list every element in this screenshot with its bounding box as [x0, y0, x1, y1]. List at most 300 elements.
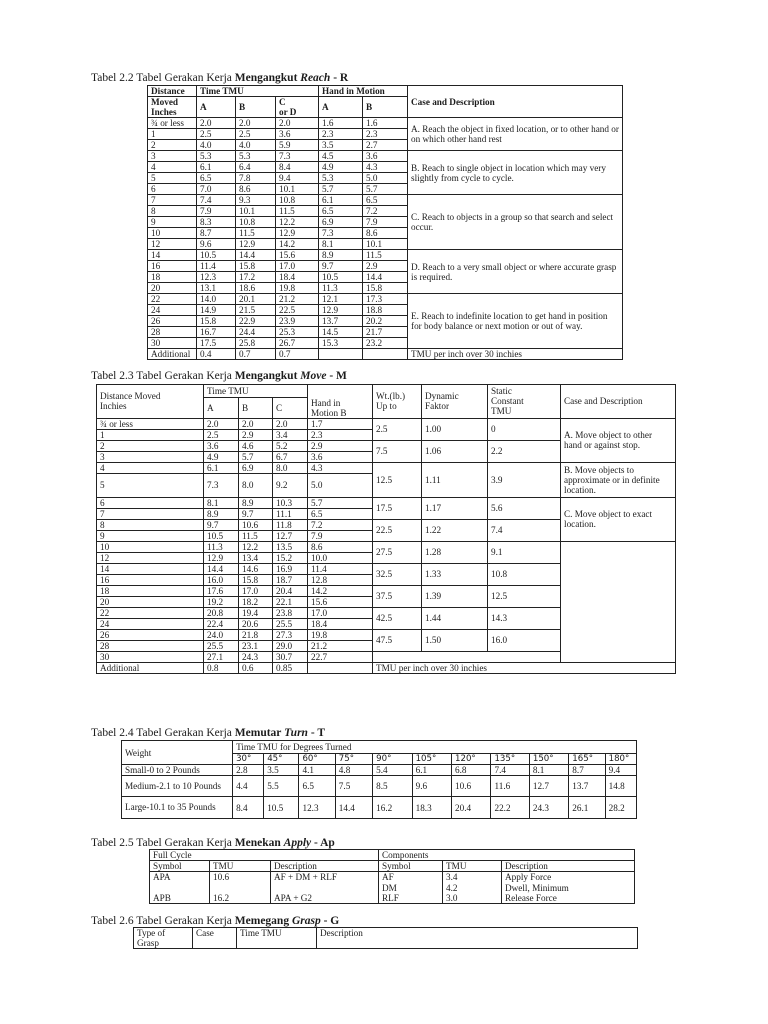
- table-row: [148, 118, 623, 129]
- col-header-hand-b: B: [363, 97, 408, 118]
- value-cell: 16.7: [197, 327, 236, 338]
- case-blank: [561, 541, 676, 662]
- value-cell: 9.4: [276, 173, 319, 184]
- distance-cell: 10: [148, 228, 197, 239]
- col-header-time-tmu: Time TMU: [197, 86, 319, 97]
- value-cell: 14.9: [197, 305, 236, 316]
- value-cell: 2.3: [363, 129, 408, 140]
- distance-cell: ¾ or less: [97, 418, 204, 429]
- value-cell: 3.6: [308, 451, 373, 462]
- value-cell: 12.9: [276, 228, 319, 239]
- value-cell: 10.3: [273, 497, 308, 508]
- col-header-weight: Wt.(lb.) Up to: [373, 385, 422, 419]
- col-header-components: Components: [379, 850, 635, 861]
- value-cell: 8.1: [319, 239, 363, 250]
- value-cell: 8.0: [239, 473, 273, 497]
- distance-cell: 26: [148, 316, 197, 327]
- col-header-hand-in-motion: Hand in Motion: [319, 86, 408, 97]
- value-cell: 12.2: [239, 541, 273, 552]
- case-d: D. Reach to a very small object or where accurate grasp is required.: [408, 250, 623, 294]
- value-cell: 16.9: [273, 563, 308, 574]
- apb-description: APA + G2: [271, 893, 379, 904]
- value-cell: 14.4: [363, 272, 408, 283]
- distance-cell: Additional: [148, 349, 197, 360]
- distance-cell: 12: [97, 552, 204, 563]
- tmu-note: TMU per inch over 30 inchies: [373, 662, 676, 673]
- value-cell: 26.1: [569, 797, 605, 819]
- distance-cell: 20: [97, 596, 204, 607]
- distance-cell: Additional: [97, 662, 204, 673]
- col-header-dynamic: Dynamic Faktor: [422, 385, 488, 419]
- table-row: [148, 250, 623, 261]
- distance-cell: 7: [148, 195, 197, 206]
- dynamic-factor-cell: 1.50: [422, 629, 488, 651]
- distance-cell: 1: [97, 429, 204, 440]
- value-cell: 22.7: [308, 651, 373, 662]
- value-cell: 1.6: [363, 118, 408, 129]
- col-header-static: Static Constant TMU: [488, 385, 561, 419]
- static-constant-cell: 12.5: [488, 585, 561, 607]
- weight-cell: 22.5: [373, 519, 422, 541]
- value-cell: 15.8: [239, 574, 273, 585]
- degree-header: 75°: [335, 754, 372, 765]
- distance-cell: 5: [148, 173, 197, 184]
- value-cell: 5.5: [264, 776, 299, 797]
- value-cell: 12.7: [273, 530, 308, 541]
- value-cell: 7.3: [276, 151, 319, 162]
- weight-cell: 7.5: [373, 440, 422, 462]
- table-row: [148, 349, 623, 360]
- value-cell: 8.7: [197, 228, 236, 239]
- value-cell: 17.6: [204, 585, 239, 596]
- distance-cell: 28: [148, 327, 197, 338]
- value-cell: 11.8: [273, 519, 308, 530]
- distance-cell: 20: [148, 283, 197, 294]
- value-cell: 20.4: [273, 585, 308, 596]
- value-cell: 17.5: [197, 338, 236, 349]
- col-header-c-or-d: C or D: [276, 97, 319, 118]
- value-cell: 1.6: [319, 118, 363, 129]
- value-cell: 7.2: [308, 519, 373, 530]
- value-cell: 2.3: [308, 429, 373, 440]
- value-cell: 2.3: [319, 129, 363, 140]
- degree-header: 45°: [264, 754, 299, 765]
- value-cell: 5.2: [273, 440, 308, 451]
- value-cell: 14.4: [335, 797, 372, 819]
- col-header-full-cycle: Full Cycle: [150, 850, 379, 861]
- col-header-time-degrees: Time TMU for Degrees Turned: [233, 741, 637, 754]
- value-cell: 5.7: [239, 451, 273, 462]
- value-cell: 5.7: [319, 184, 363, 195]
- value-cell: 12.9: [236, 239, 276, 250]
- distance-cell: 5: [97, 473, 204, 497]
- col-header-symbol: Symbol: [150, 861, 210, 872]
- value-cell: 21.2: [276, 294, 319, 305]
- col-header-distance: Distance: [148, 86, 197, 97]
- value-cell: 3.5: [319, 140, 363, 151]
- distance-cell: 3: [97, 451, 204, 462]
- degree-header: 165°: [569, 754, 605, 765]
- value-cell: 18.6: [236, 283, 276, 294]
- value-cell: 5.7: [308, 497, 373, 508]
- degree-header: 150°: [529, 754, 568, 765]
- value-cell: 8.9: [239, 497, 273, 508]
- value-cell: 8.9: [319, 250, 363, 261]
- table-row: [122, 765, 637, 776]
- value-cell: 0.7: [236, 349, 276, 360]
- value-cell: 2.5: [236, 129, 276, 140]
- dynamic-factor-cell: 1.28: [422, 541, 488, 563]
- col-header-component-symbol: Symbol: [379, 861, 443, 872]
- value-cell: 19.4: [239, 607, 273, 618]
- value-cell: 10.1: [236, 206, 276, 217]
- apb-symbol: APB: [150, 893, 210, 904]
- value-cell: 6.5: [319, 206, 363, 217]
- value-cell: 18.7: [273, 574, 308, 585]
- case-b: B. Move objects to approximate or in definite location.: [561, 462, 676, 497]
- value-cell: 11.3: [319, 283, 363, 294]
- component-tmu: 3.0: [443, 893, 502, 904]
- value-cell: 17.2: [236, 272, 276, 283]
- col-header-b: B: [239, 398, 273, 419]
- value-cell: 4.4: [233, 776, 264, 797]
- value-cell: 6.1: [319, 195, 363, 206]
- case-a: A. Move object to other hand or against stop.: [561, 418, 676, 462]
- value-cell: 12.1: [319, 294, 363, 305]
- value-cell: 4.6: [239, 440, 273, 451]
- value-cell: 11.1: [273, 508, 308, 519]
- value-cell: 7.4: [197, 195, 236, 206]
- dynamic-factor-cell: 1.11: [422, 462, 488, 497]
- value-cell: 5.0: [363, 173, 408, 184]
- case-c: C. Move object to exact location.: [561, 497, 676, 541]
- value-cell: 2.5: [197, 129, 236, 140]
- value-cell: 6.4: [236, 162, 276, 173]
- value-cell: 28.2: [605, 797, 636, 819]
- static-constant-cell: 2.2: [488, 440, 561, 462]
- value-cell: 18.8: [363, 305, 408, 316]
- value-cell: 14.4: [204, 563, 239, 574]
- value-cell: 8.6: [308, 541, 373, 552]
- value-cell: 15.6: [308, 596, 373, 607]
- dynamic-factor-cell: 1.06: [422, 440, 488, 462]
- value-cell: 5.9: [276, 140, 319, 151]
- value-cell: 6.5: [197, 173, 236, 184]
- value-cell: 4.5: [319, 151, 363, 162]
- static-constant-cell: 14.3: [488, 607, 561, 629]
- component-symbol: RLF: [379, 893, 443, 904]
- value-cell: 25.5: [204, 640, 239, 651]
- value-cell: 22.4: [204, 618, 239, 629]
- value-cell: 3.4: [273, 429, 308, 440]
- value-cell: 19.8: [276, 283, 319, 294]
- distance-cell: 30: [97, 651, 204, 662]
- value-cell: 17.0: [276, 261, 319, 272]
- distance-cell: 8: [97, 519, 204, 530]
- col-header-component-tmu: TMU: [443, 861, 502, 872]
- component-description: Dwell, Minimum: [502, 883, 635, 893]
- value-cell: 12.2: [276, 217, 319, 228]
- value-cell: 8.1: [529, 765, 568, 776]
- value-cell: 18.4: [308, 618, 373, 629]
- distance-cell: 4: [148, 162, 197, 173]
- value-cell: 8.7: [569, 765, 605, 776]
- value-cell: 2.0: [273, 418, 308, 429]
- value-cell: 6.9: [319, 217, 363, 228]
- value-cell: 7.2: [363, 206, 408, 217]
- value-cell: 11.5: [239, 530, 273, 541]
- table-row: [148, 294, 623, 305]
- apa-tmu: 10.6: [210, 872, 271, 893]
- value-cell: 10.8: [236, 217, 276, 228]
- value-cell: 9.6: [412, 776, 451, 797]
- value-cell: 6.5: [299, 776, 335, 797]
- table-2-3-move: [96, 384, 676, 674]
- weight-cell: 12.5: [373, 462, 422, 497]
- value-cell: 10.8: [276, 195, 319, 206]
- value-cell: 25.5: [273, 618, 308, 629]
- value-cell: 6.7: [273, 451, 308, 462]
- degree-header: 180°: [605, 754, 636, 765]
- distance-cell: 30: [148, 338, 197, 349]
- value-cell: 10.1: [363, 239, 408, 250]
- distance-cell: 10: [97, 541, 204, 552]
- weight-cell: 32.5: [373, 563, 422, 585]
- table-row: [148, 151, 623, 162]
- col-header-hand-blank: [308, 385, 373, 398]
- weight-label: Large-10.1 to 35 Pounds: [122, 797, 233, 819]
- static-constant-cell: 5.6: [488, 497, 561, 519]
- distance-cell: 7: [97, 508, 204, 519]
- value-cell: 6.5: [308, 508, 373, 519]
- value-cell: 9.3: [236, 195, 276, 206]
- value-cell: 20.2: [363, 316, 408, 327]
- value-cell: 13.5: [273, 541, 308, 552]
- value-cell: 14.5: [319, 327, 363, 338]
- value-cell: 23.9: [276, 316, 319, 327]
- value-cell: 10.0: [308, 552, 373, 563]
- col-header-distance-moved: Distance Moved Inchies: [97, 385, 204, 419]
- table-2-6-caption: Tabel 2.6 Tabel Gerakan Kerja Memegang Grasp - G: [91, 915, 340, 927]
- value-cell: 21.2: [308, 640, 373, 651]
- value-cell: 13.4: [239, 552, 273, 563]
- col-header-component-description: Description: [502, 861, 635, 872]
- value-cell: 2.0: [197, 118, 236, 129]
- value-cell: 29.0: [273, 640, 308, 651]
- distance-cell: 18: [148, 272, 197, 283]
- value-cell: 4.1: [299, 765, 335, 776]
- value-cell: 3.5: [264, 765, 299, 776]
- table-row: [122, 797, 637, 819]
- value-cell: 21.5: [236, 305, 276, 316]
- value-cell: 2.0: [204, 418, 239, 429]
- value-cell: 25.8: [236, 338, 276, 349]
- col-header-description: Description: [317, 928, 638, 949]
- value-cell: 14.2: [308, 585, 373, 596]
- value-cell: 6.9: [239, 462, 273, 473]
- value-cell: 20.1: [236, 294, 276, 305]
- col-header-weight: Weight: [122, 741, 233, 765]
- dynamic-factor-cell: 1.39: [422, 585, 488, 607]
- value-cell: 22.1: [273, 596, 308, 607]
- value-cell: 23.2: [363, 338, 408, 349]
- value-cell: 12.3: [299, 797, 335, 819]
- value-cell: 14.0: [197, 294, 236, 305]
- col-header-description: Description: [271, 861, 379, 872]
- distance-cell: 4: [97, 462, 204, 473]
- dynamic-factor-cell: 1.22: [422, 519, 488, 541]
- dynamic-factor-cell: 1.17: [422, 497, 488, 519]
- table-2-3-caption: Tabel 2.3 Tabel Gerakan Kerja Mengangkut Move - M: [91, 370, 347, 382]
- distance-cell: 14: [148, 250, 197, 261]
- value-cell: 6.1: [412, 765, 451, 776]
- table-2-2-reach: [147, 85, 623, 360]
- value-cell: 2.9: [363, 261, 408, 272]
- dynamic-factor-cell: 1.00: [422, 418, 488, 440]
- value-cell: 17.0: [239, 585, 273, 596]
- value-cell: 10.5: [204, 530, 239, 541]
- value-cell: 9.7: [239, 508, 273, 519]
- value-cell: 11.5: [276, 206, 319, 217]
- value-cell: 8.6: [363, 228, 408, 239]
- value-cell: 23.1: [239, 640, 273, 651]
- distance-cell: 6: [97, 497, 204, 508]
- weight-label: Medium-2.1 to 10 Pounds: [122, 776, 233, 797]
- value-cell: 15.6: [276, 250, 319, 261]
- value-cell: 7.9: [363, 217, 408, 228]
- value-cell: 11.4: [197, 261, 236, 272]
- weight-cell: 17.5: [373, 497, 422, 519]
- col-header-case-description: Case and Description: [561, 385, 676, 419]
- value-cell: 12.9: [204, 552, 239, 563]
- value-cell: 14.2: [276, 239, 319, 250]
- value-cell: 14.4: [236, 250, 276, 261]
- distance-cell: 26: [97, 629, 204, 640]
- value-cell: 15.8: [197, 316, 236, 327]
- value-cell: 18.4: [276, 272, 319, 283]
- value-cell: 13.7: [569, 776, 605, 797]
- table-2-4-turn: [121, 740, 637, 819]
- table-row: [97, 662, 676, 673]
- value-cell: [363, 349, 408, 360]
- value-cell: 3.6: [363, 151, 408, 162]
- value-cell: 16.0: [204, 574, 239, 585]
- value-cell: 24.0: [204, 629, 239, 640]
- distance-cell: 12: [148, 239, 197, 250]
- value-cell: 10.5: [197, 250, 236, 261]
- value-cell: 5.7: [363, 184, 408, 195]
- value-cell: 22.9: [236, 316, 276, 327]
- value-cell: 8.9: [204, 508, 239, 519]
- value-cell: 16.2: [373, 797, 412, 819]
- case-e: E. Reach to indefinite location to get hand in position for body balance or next motion or out of way.: [408, 294, 623, 349]
- distance-cell: ¾ or less: [148, 118, 197, 129]
- value-cell: 7.3: [204, 473, 239, 497]
- value-cell: 8.4: [233, 797, 264, 819]
- value-cell: 4.3: [363, 162, 408, 173]
- value-cell: 9.7: [319, 261, 363, 272]
- value-cell: 11.6: [491, 776, 529, 797]
- value-cell: 1.7: [308, 418, 373, 429]
- value-cell: 10.1: [276, 184, 319, 195]
- distance-cell: 16: [148, 261, 197, 272]
- distance-cell: 8: [148, 206, 197, 217]
- value-cell: 2.7: [363, 140, 408, 151]
- value-cell: 21.7: [363, 327, 408, 338]
- distance-cell: 9: [148, 217, 197, 228]
- value-cell: 8.4: [276, 162, 319, 173]
- value-cell: 4.3: [308, 462, 373, 473]
- value-cell: 9.2: [273, 473, 308, 497]
- component-tmu: 3.4: [443, 872, 502, 883]
- value-cell: 0.85: [273, 662, 308, 673]
- value-cell: 5.3: [236, 151, 276, 162]
- col-header-a: A: [197, 97, 236, 118]
- degree-header: 135°: [491, 754, 529, 765]
- component-description: Apply Force: [502, 872, 635, 883]
- value-cell: 23.8: [273, 607, 308, 618]
- distance-cell: 6: [148, 184, 197, 195]
- weight-label: Small-0 to 2 Pounds: [122, 765, 233, 776]
- value-cell: 30.7: [273, 651, 308, 662]
- distance-cell: 24: [148, 305, 197, 316]
- table-row: [97, 497, 676, 508]
- value-cell: 5.4: [373, 765, 412, 776]
- weight-cell: 37.5: [373, 585, 422, 607]
- value-cell: 14.8: [605, 776, 636, 797]
- distance-cell: 16: [97, 574, 204, 585]
- distance-cell: 2: [97, 440, 204, 451]
- col-header-b: B: [236, 97, 276, 118]
- value-cell: 10.5: [264, 797, 299, 819]
- value-cell: 4.0: [197, 140, 236, 151]
- value-cell: 15.8: [363, 283, 408, 294]
- value-cell: 12.9: [319, 305, 363, 316]
- value-cell: 7.8: [236, 173, 276, 184]
- distance-cell: 22: [148, 294, 197, 305]
- value-cell: 20.8: [204, 607, 239, 618]
- apb-tmu: 16.2: [210, 893, 271, 904]
- table-2-4-caption: Tabel 2.4 Tabel Gerakan Kerja Memutar Turn - T: [91, 727, 325, 739]
- value-cell: 8.5: [373, 776, 412, 797]
- weight-cell: 42.5: [373, 607, 422, 629]
- table-2-6-grasp: [133, 927, 638, 949]
- value-cell: 10.6: [452, 776, 491, 797]
- value-cell: 0.8: [204, 662, 239, 673]
- value-cell: 10.6: [239, 519, 273, 530]
- value-cell: 26.7: [276, 338, 319, 349]
- col-header-hand-a: A: [319, 97, 363, 118]
- value-cell: 5.3: [197, 151, 236, 162]
- distance-cell: 2: [148, 140, 197, 151]
- value-cell: 2.0: [239, 418, 273, 429]
- value-cell: 9.4: [605, 765, 636, 776]
- value-cell: 15.2: [273, 552, 308, 563]
- value-cell: 12.7: [529, 776, 568, 797]
- dynamic-factor-cell: 1.33: [422, 563, 488, 585]
- static-constant-cell: 10.8: [488, 563, 561, 585]
- value-cell: 6.8: [452, 765, 491, 776]
- value-cell: 4.9: [319, 162, 363, 173]
- value-cell: 0.4: [197, 349, 236, 360]
- value-cell: [308, 662, 373, 673]
- value-cell: 11.4: [308, 563, 373, 574]
- value-cell: 3.6: [204, 440, 239, 451]
- col-header-c: C: [273, 398, 308, 419]
- distance-cell: 1: [148, 129, 197, 140]
- value-cell: 7.9: [308, 530, 373, 541]
- value-cell: 7.5: [335, 776, 372, 797]
